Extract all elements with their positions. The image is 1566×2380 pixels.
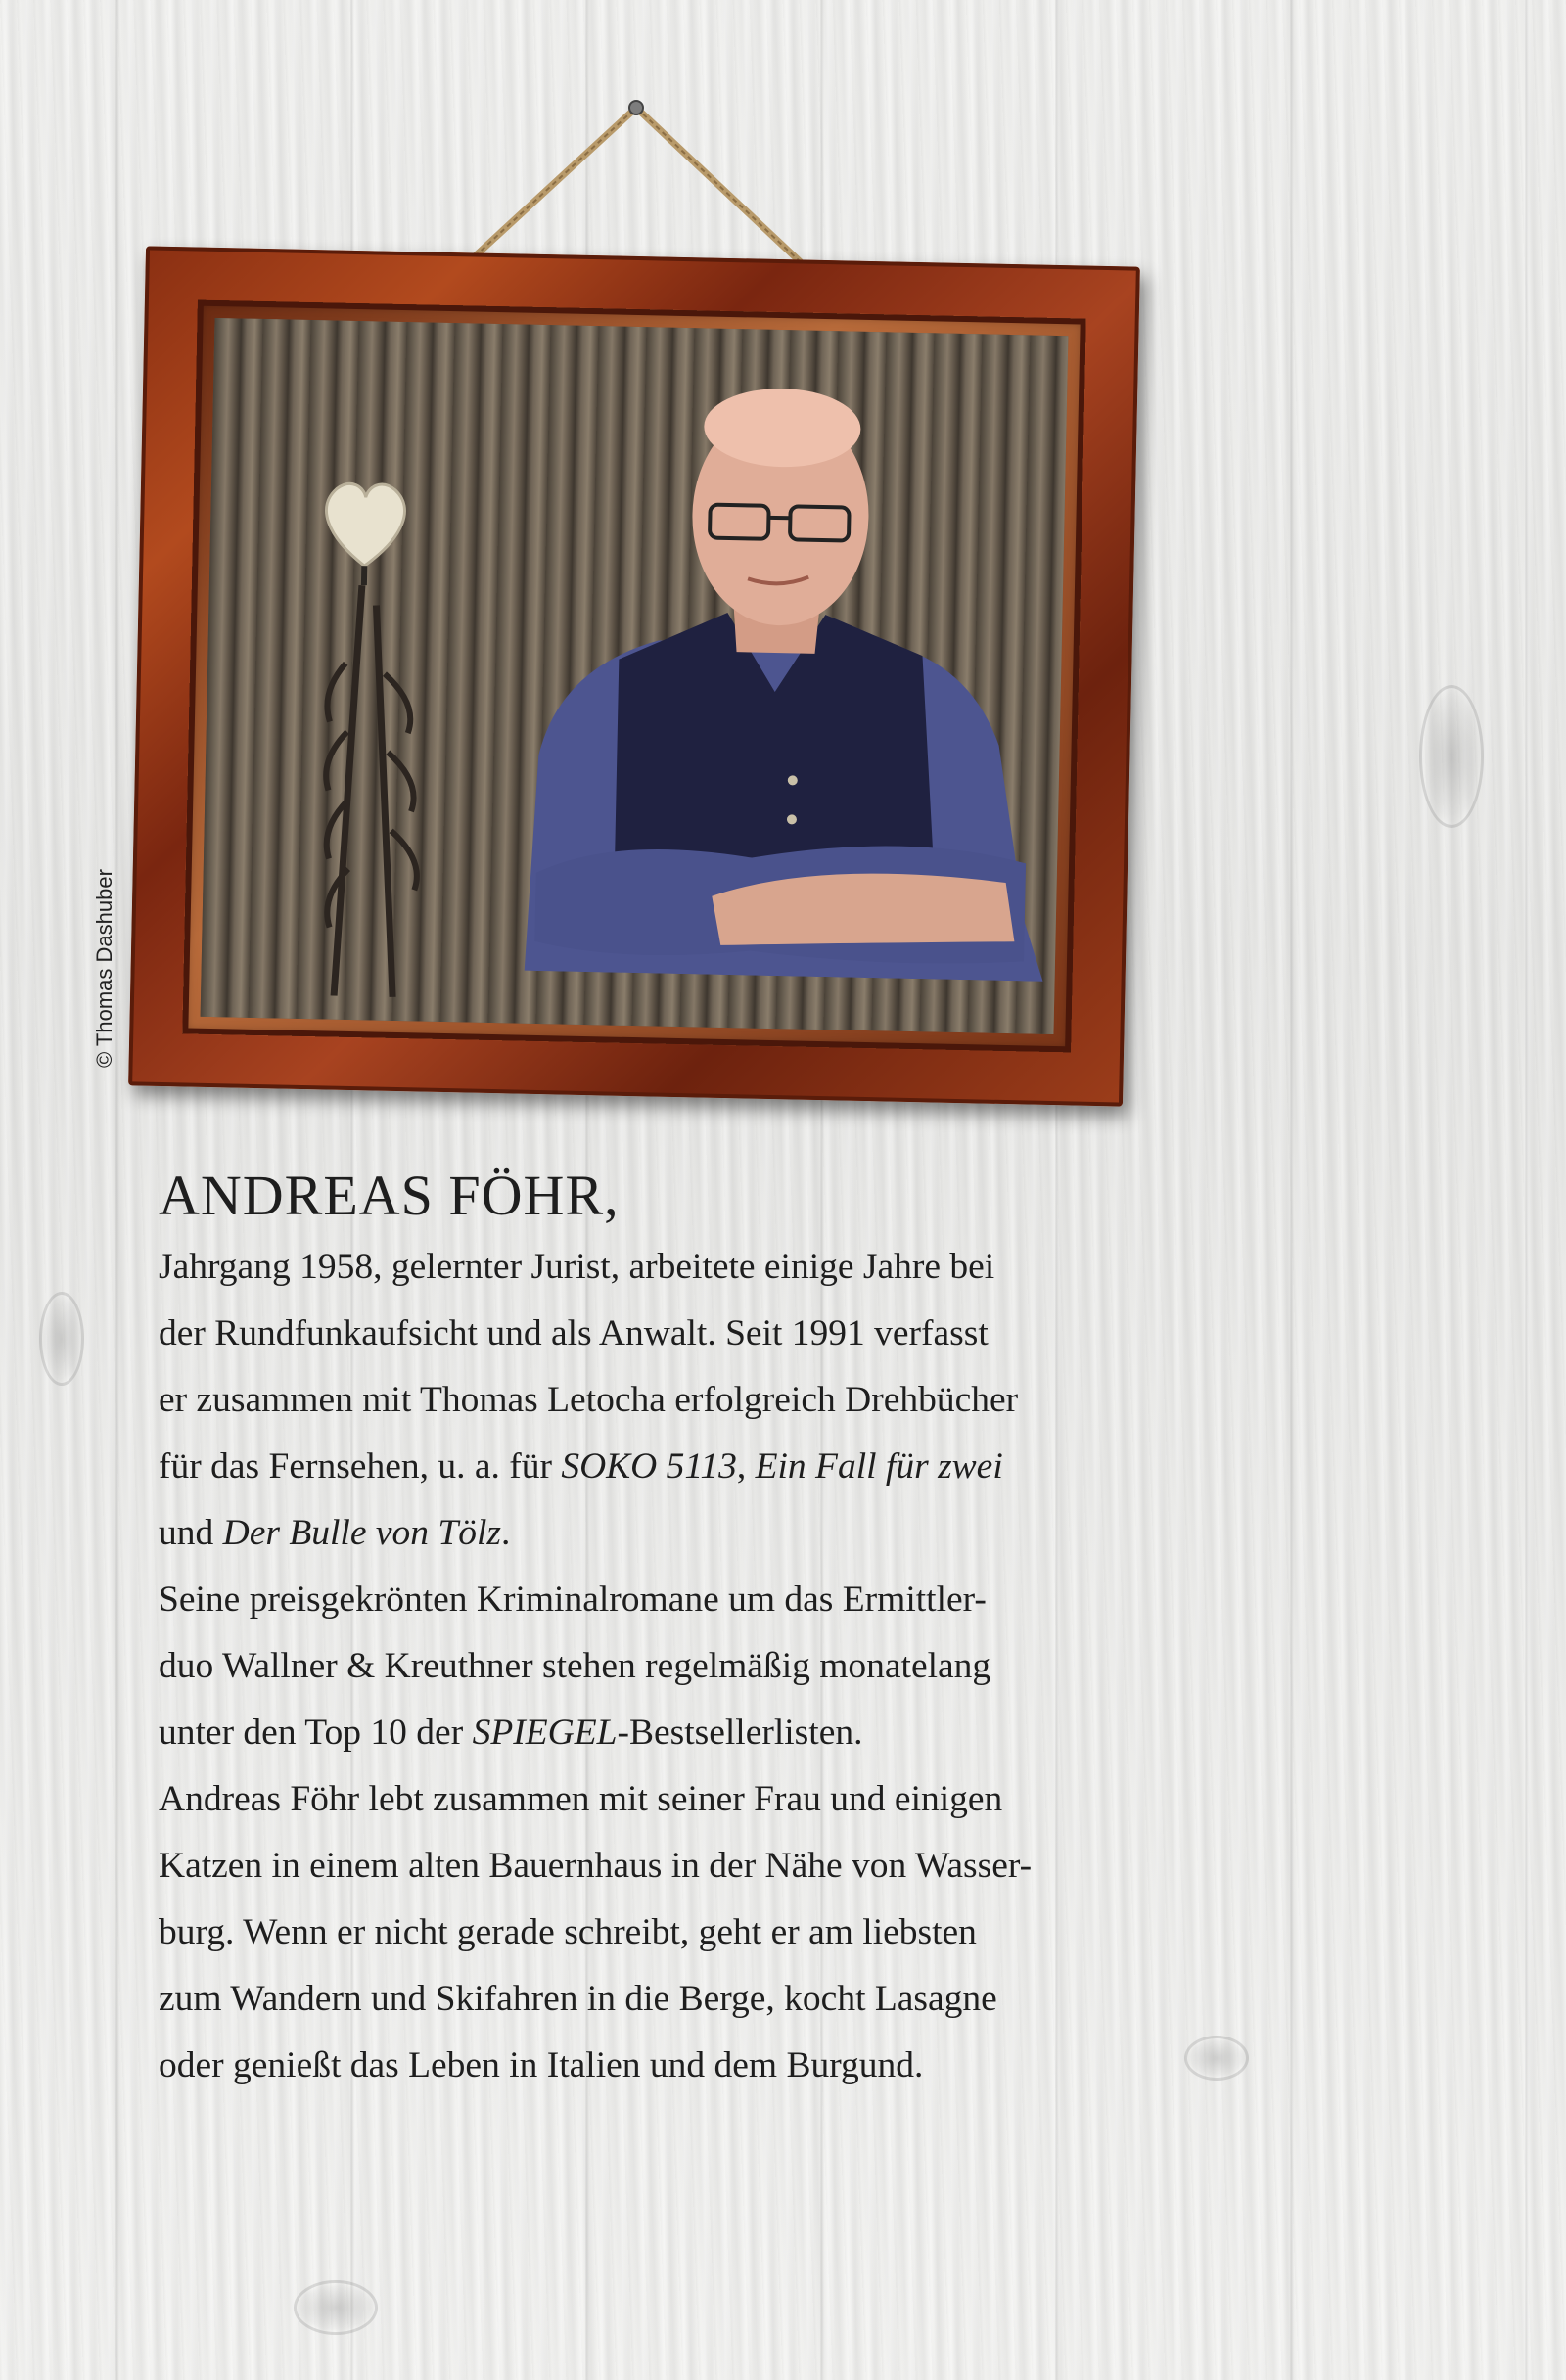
frame-inner — [182, 300, 1086, 1053]
bio-line: er zusammen mit Thomas Letocha erfolgreich Drehbücher — [159, 1380, 1019, 1420]
bio-line: Jahrgang 1958, gelernter Jurist, arbeitete einige Jahre bei — [159, 1247, 995, 1287]
bio-line — [159, 1434, 1255, 1500]
bio-line: Katzen in einem alten Bauernhaus in der Nähe von Wasser- — [159, 1846, 1033, 1886]
photo-credit: © Thomas Dashuber — [92, 869, 116, 1068]
picture-frame — [128, 246, 1140, 1106]
bio-line: burg. Wenn er nicht gerade schreibt, geht er am liebsten — [159, 1912, 977, 1952]
iron-hook-icon — [295, 584, 450, 998]
bio-line: oder genießt das Leben in Italien und dem Burgund. — [159, 2045, 924, 2085]
bio-text: -Bestsellerlisten. — [617, 1713, 863, 1753]
title-soko: SOKO 5113 — [561, 1446, 737, 1487]
wood-knot — [1419, 685, 1484, 828]
bio-text: . — [500, 1513, 511, 1553]
bio-text: für das Fernsehen, u. a. für — [159, 1446, 562, 1487]
wood-knot — [39, 1292, 84, 1386]
bio-line — [159, 1700, 1255, 1766]
author-photo — [201, 318, 1069, 1034]
bio-line: Seine preisgekrönten Kriminalromane um das Ermittler- — [159, 1579, 987, 1620]
wood-knot — [294, 2280, 378, 2335]
bio-line: der Rundfunkaufsicht und als Anwalt. Seit 1991 verfasst — [159, 1313, 989, 1353]
bio-line: zum Wandern und Skifahren in die Berge, kocht Lasagne — [159, 1979, 997, 2019]
bio-text: , — [736, 1446, 756, 1487]
author-bio — [159, 1163, 1255, 2099]
bio-line: duo Wallner & Kreuthner stehen regelmäßig monatelang — [159, 1646, 991, 1686]
bio-line: Andreas Föhr lebt zusammen mit seiner Frau und einigen — [159, 1779, 1003, 1819]
author-portrait — [495, 363, 1056, 982]
bio-line — [159, 1500, 1255, 1567]
author-name-heading: ANDREAS FÖHR, — [159, 1164, 620, 1227]
bio-text: unter den Top 10 der — [159, 1713, 473, 1753]
title-ein-fall: Ein Fall für zwei — [755, 1446, 1003, 1487]
heart-ornament-icon — [315, 467, 415, 586]
title-bulle: Der Bulle von Tölz — [222, 1513, 501, 1553]
title-spiegel: SPIEGEL — [472, 1713, 618, 1753]
bio-text: und — [159, 1513, 223, 1553]
